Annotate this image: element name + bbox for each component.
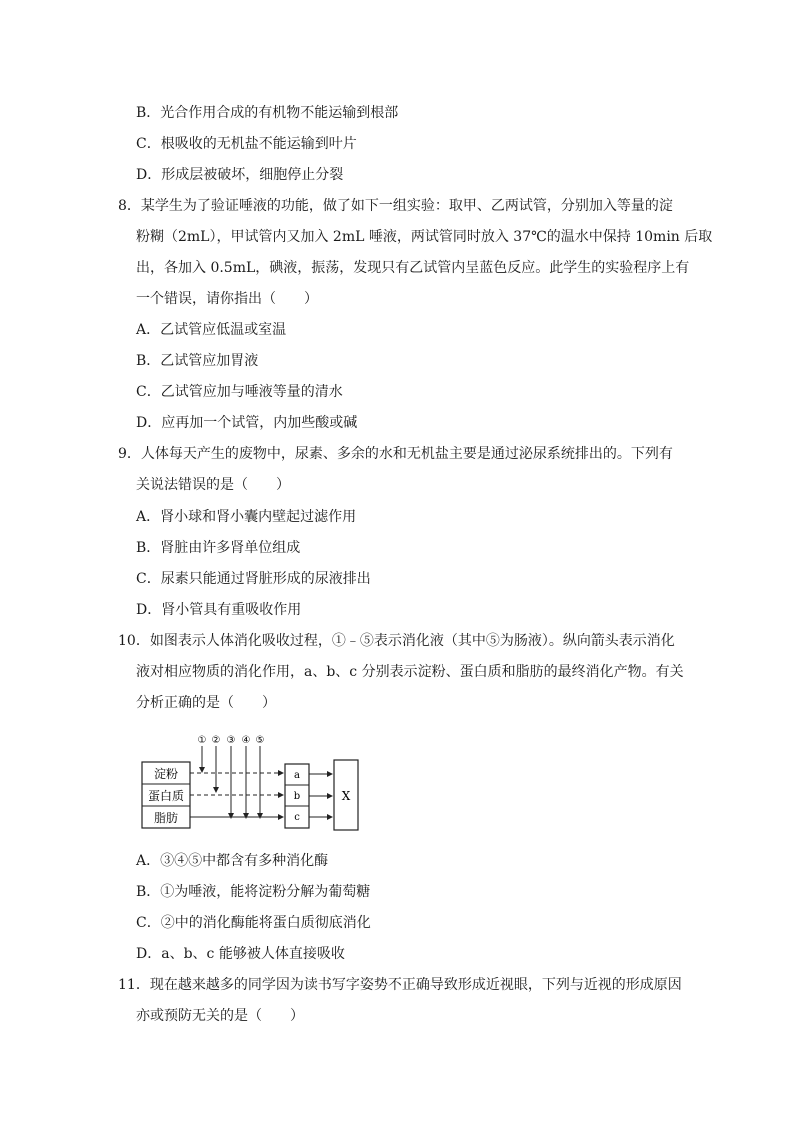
product-a: a (294, 770, 300, 781)
q7-option-b: B．光合作用合成的有机物不能运输到根部 (136, 105, 399, 121)
q10-option-c: C．②中的消化酶能将蛋白质彻底消化 (136, 915, 371, 931)
product-b: b (293, 791, 301, 802)
q10-stem-line-3: 分析正确的是（ ） (136, 695, 276, 711)
q10-option-d: D．a、b、c 能够被人体直接吸收 (136, 946, 345, 962)
q11-stem-line-2: 亦或预防无关的是（ ） (136, 1008, 304, 1024)
q8-stem-line-1: 8．某学生为了验证唾液的功能，做了如下一组实验：取甲、乙两试管，分别加入等量的淀 (118, 198, 673, 214)
q9-option-d: D．肾小管具有重吸收作用 (136, 602, 302, 618)
fluid-label-2: ② (211, 735, 221, 746)
q8-option-d: D．应再加一个试管，内加些酸或碱 (136, 415, 358, 431)
q9-stem-line-1: 9．人体每天产生的废物中，尿素、多余的水和无机盐主要是通过泌尿系统排出的。下列有 (118, 446, 673, 462)
q10-option-a: A．③④⑤中都含有多种消化酶 (136, 853, 329, 869)
substance-protein: 蛋白质 (147, 789, 185, 803)
substance-starch: 淀粉 (153, 767, 179, 781)
absorption-label: X (341, 789, 351, 803)
q10-stem-line-1: 10．如图表示人体消化吸收过程，①﹣⑤表示消化液（其中⑤为肠液）。纵向箭头表示消化 (118, 633, 675, 649)
digestion-diagram (140, 730, 360, 836)
q8-option-a: A．乙试管应低温或室温 (136, 322, 287, 338)
q8-option-c: C．乙试管应加与唾液等量的清水 (136, 384, 343, 400)
q8-option-b: B．乙试管应加胃液 (136, 353, 259, 369)
q8-stem-line-2: 粉糊（2mL），甲试管内又加入 2mL 唾液，两试管同时放入 37℃的温水中保持 10min 后取 (136, 229, 713, 245)
fluid-label-3: ③ (226, 735, 236, 746)
q9-stem-line-2: 关说法错误的是（ ） (136, 477, 290, 493)
q7-option-c: C．根吸收的无机盐不能运输到叶片 (136, 136, 357, 152)
q7-option-d: D．形成层被破坏，细胞停止分裂 (136, 167, 344, 183)
q10-option-b: B．①为唾液，能将淀粉分解为葡萄糖 (136, 884, 371, 900)
q9-option-c: C．尿素只能通过肾脏形成的尿液排出 (136, 571, 371, 587)
fluid-label-5: ⑤ (255, 735, 265, 746)
fluid-label-1: ① (197, 735, 207, 746)
q8-stem-line-3: 出，各加入 0.5mL，碘液，振荡，发现只有乙试管内呈蓝色反应。此学生的实验程序上有 (136, 260, 690, 276)
q9-option-b: B．肾脏由许多肾单位组成 (136, 540, 301, 556)
q10-stem-line-2: 液对相应物质的消化作用，a、b、c 分别表示淀粉、蛋白质和脂肪的最终消化产物。有关 (136, 664, 684, 680)
q8-stem-line-4: 一个错误，请你指出（ ） (136, 291, 318, 307)
fluid-label-4: ④ (241, 735, 251, 746)
q11-stem-line-1: 11．现在越来越多的同学因为读书写字姿势不正确导致形成近视眼，下列与近视的形成原因 (118, 977, 682, 993)
q9-option-a: A．肾小球和肾小囊内壁起过滤作用 (136, 509, 357, 525)
substance-fat: 脂肪 (153, 811, 179, 825)
product-c: c (294, 812, 300, 823)
